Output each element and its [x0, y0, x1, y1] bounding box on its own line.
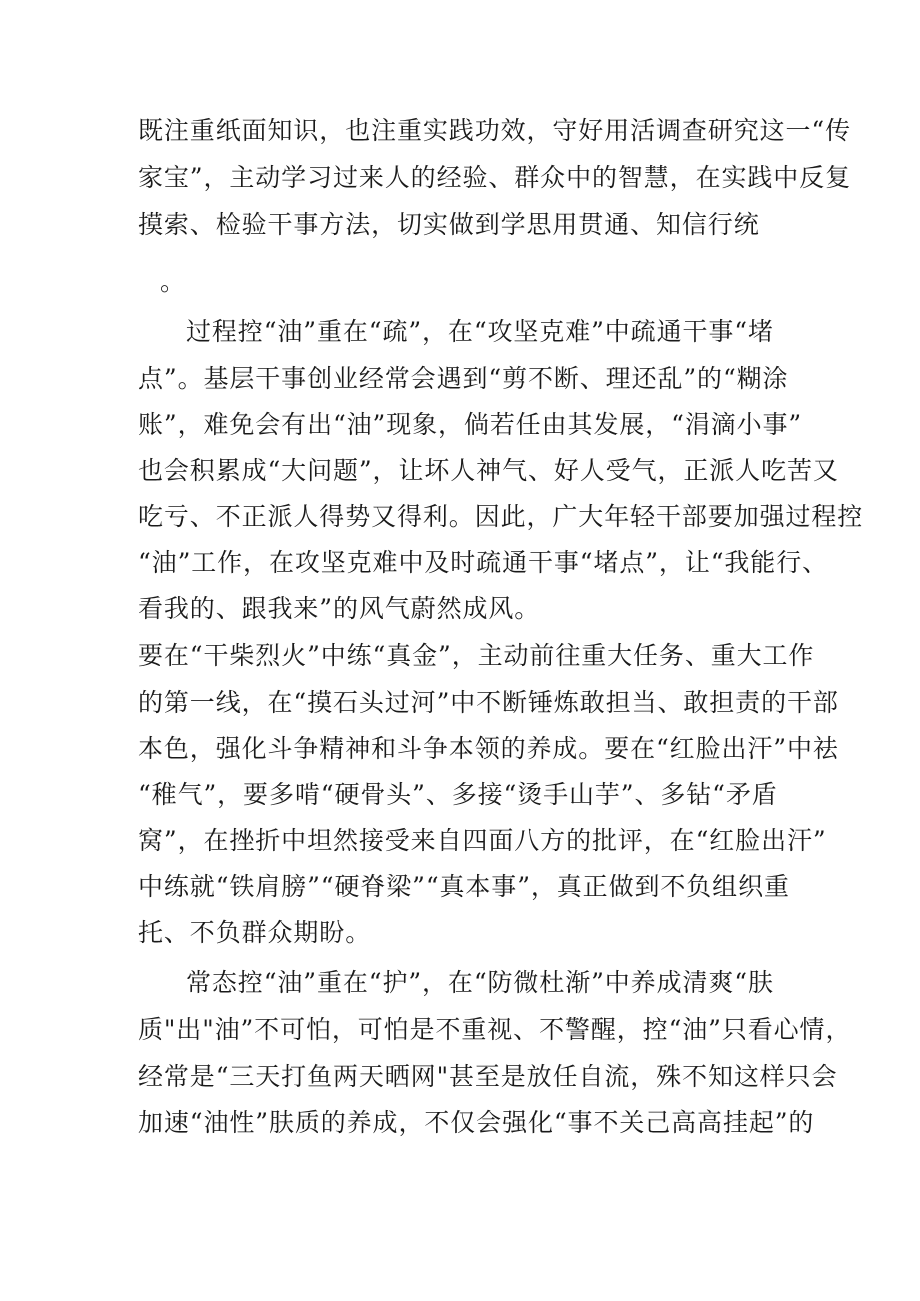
text-line: 加速“油性”肤质的养成，不仅会强化“事不关己高高挂起”的: [138, 1108, 815, 1137]
text-line: 摸索、检验干事方法，切实做到学思用贯通、知信行统: [138, 210, 760, 239]
text-line: “稚气”，要多啃“硬骨头”、多接“烫手山芋”、多钻“矛盾: [138, 780, 778, 809]
text-line: 窝”，在挫折中坦然接受来自四面八方的批评，在“红脸出汗”: [138, 826, 827, 855]
paragraph-start: 过程控“油”重在“疏”，在“攻坚克难”中疏通干事“堵: [186, 317, 774, 346]
text-line: 账”，难免会有出“油”现象，倘若任由其发展，“涓滴小事”: [138, 410, 803, 439]
text-line: 吃亏、不正派人得势又得利。因此，广大年轻干部要加强过程控: [138, 502, 864, 531]
text-line: 家宝”，主动学习过来人的经验、群众中的智慧，在实践中反复: [138, 163, 851, 192]
paragraph-start: 要在“干柴烈火”中练“真金”，主动前往重大任务、重大工作: [138, 641, 815, 670]
text-line: 本色，强化斗争精神和斗争本领的养成。要在“红脸出汗”中祛: [138, 734, 839, 763]
text-line: 托、不负群众期盼。: [138, 918, 372, 947]
paragraph-start: 常态控“油”重在“护”，在“防微杜渐”中养成清爽“肤: [186, 968, 774, 997]
text-line: 经常是“三天打鱼两天晒网"甚至是放任自流，殊不知这样只会: [138, 1062, 838, 1091]
text-line: 既注重纸面知识，也注重实践功效，守好用活调查研究这一“传: [138, 116, 851, 145]
text-line: 也会积累成“大问题”，让坏人神气、好人受气，正派人吃苦又: [138, 456, 839, 485]
text-line: 的第一线，在“摸石头过河”中不断锤炼敢担当、敢担责的干部: [138, 688, 839, 717]
text-line: 。: [160, 267, 186, 296]
text-line: 看我的、跟我来”的风气蔚然成风。: [138, 594, 541, 623]
text-line: 质"出"油”不可怕，可怕是不重视、不警醒，控“油”只看心情，: [138, 1015, 852, 1044]
text-line: 中练就“铁肩膀”“硬脊梁”“真本事”，真正做到不负组织重: [138, 872, 790, 901]
text-line: 点”。基层干事创业经常会遇到“剪不断、理还乱”的“糊涂: [138, 364, 789, 393]
text-line: “油”工作，在攻坚克难中及时疏通干事“堵点”，让“我能行、: [138, 548, 829, 577]
